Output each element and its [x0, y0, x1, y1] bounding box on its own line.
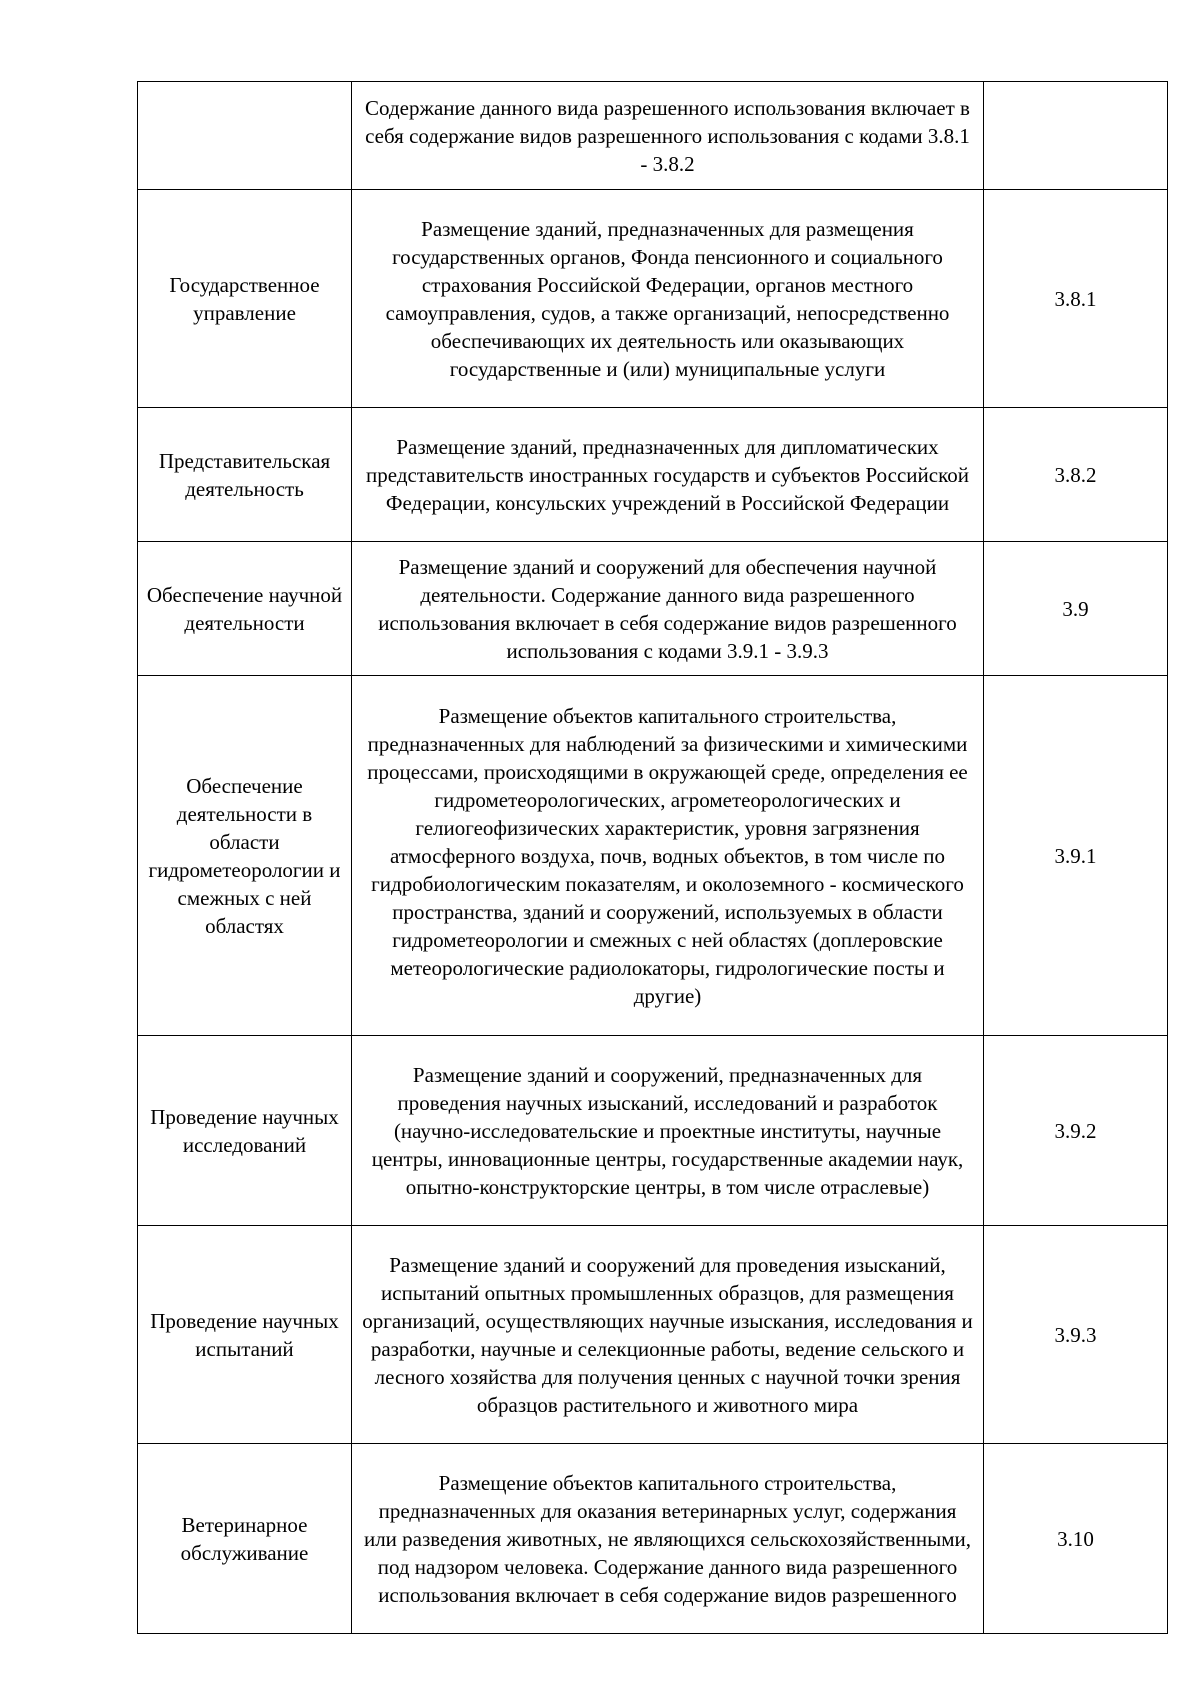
table-row	[138, 1036, 1168, 1226]
use-description-cell	[352, 408, 984, 542]
table-row	[138, 1226, 1168, 1444]
use-name: Проведение научных исследований	[150, 1104, 339, 1157]
use-description-cell	[352, 542, 984, 676]
use-description-cell	[352, 676, 984, 1036]
use-description: Размещение зданий и сооружений, предназначенных для проведения научных изысканий, исследований и разработок (научно-исследовательские и проектные институты, научные центры, инновационные центры, государственные академии наук, опытно-конструкторские центры, в том числе отраслевые)	[371, 1062, 964, 1199]
use-code-cell	[984, 1226, 1168, 1444]
table-row	[138, 542, 1168, 676]
use-code: 3.10	[1057, 1526, 1094, 1551]
use-code: 3.8.2	[1054, 462, 1097, 487]
use-name: Ветеринарное обслуживание	[180, 1512, 309, 1565]
use-description: Размещение зданий, предназначенных для дипломатических представительств иностранных государств и субъектов Российской Федерации, консульских учреждений в Российской Федерации	[366, 434, 969, 515]
use-name: Проведение научных испытаний	[150, 1308, 339, 1361]
use-description: Размещение объектов капитального строительства, предназначенных для наблюдений за физическими и химическими процессами, происходящими в окружающей среде, определения ее гидрометеорологических, агрометеорологических и гелиогеофизических характеристик, уровня загрязнения атмосферного воздуха, почв, водных объектов, в том числе по гидробиологическим показателям, и околоземного - космического пространства, зданий и сооружений, используемых в области гидрометеорологии и смежных с ней областях (доплеровские метеорологические радиолокаторы, гидрологические посты и другие)	[367, 703, 968, 1008]
use-name-cell	[138, 1226, 352, 1444]
use-code: 3.9.3	[1054, 1322, 1097, 1347]
use-description: Содержание данного вида разрешенного использования включает в себя содержание видов разрешенного использования с кодами 3.8.1 - 3.8.2	[365, 95, 970, 176]
use-description-cell	[352, 1226, 984, 1444]
use-name: Представительская деятельность	[158, 448, 331, 501]
use-code: 3.8.1	[1054, 286, 1097, 311]
use-code-cell	[984, 82, 1168, 190]
use-description: Размещение зданий и сооружений для проведения изысканий, испытаний опытных промышленных образцов, для размещения организаций, осуществляющих научные изыскания, исследования и разработки, научные и селекционные работы, ведение сельского и лесного хозяйства для получения ценных с научной точки зрения образцов растительного и животного мира	[362, 1252, 973, 1417]
use-name-cell	[138, 1036, 352, 1226]
use-code-cell	[984, 1444, 1168, 1634]
use-name-cell	[138, 190, 352, 408]
use-description: Размещение объектов капитального строительства, предназначенных для оказания ветеринарных услуг, содержания или разведения животных, не являющихся сельскохозяйственными, под надзором человека. Содержание данного вида разрешенного использования включает в себя содержание видов разрешенного	[363, 1470, 972, 1607]
use-name-cell	[138, 1444, 352, 1634]
use-description-cell	[352, 1444, 984, 1634]
table-row	[138, 82, 1168, 190]
table-row	[138, 676, 1168, 1036]
land-use-table	[137, 81, 1168, 1634]
use-name-cell	[138, 542, 352, 676]
use-code-cell	[984, 1036, 1168, 1226]
use-name: Обеспечение научной деятельности	[146, 582, 343, 635]
use-description-cell	[352, 1036, 984, 1226]
use-code-cell	[984, 408, 1168, 542]
use-description-cell	[352, 82, 984, 190]
table-row	[138, 190, 1168, 408]
use-name-cell	[138, 82, 352, 190]
use-code-cell	[984, 190, 1168, 408]
use-description: Размещение зданий, предназначенных для размещения государственных органов, Фонда пенсионного и социального страхования Российской Федерации, органов местного самоуправления, судов, а также организаций, непосредственно обеспечивающих их деятельность или оказывающих государственные и (или) муниципальные услуги	[385, 216, 950, 381]
use-description: Размещение зданий и сооружений для обеспечения научной деятельности. Содержание данного вида разрешенного использования включает в себя содержание видов разрешенного использования с кодами 3.9.1 - 3.9.3	[378, 554, 957, 663]
use-name-cell	[138, 676, 352, 1036]
use-name: Обеспечение деятельности в области гидрометеорологии и смежных с ней областях	[148, 773, 341, 938]
use-code: 3.9	[1062, 596, 1089, 621]
use-code-cell	[984, 676, 1168, 1036]
table-row	[138, 1444, 1168, 1634]
use-code-cell	[984, 542, 1168, 676]
use-description-cell	[352, 190, 984, 408]
table-row	[138, 408, 1168, 542]
use-name: Государственное управление	[169, 272, 320, 325]
use-code: 3.9.2	[1054, 1118, 1097, 1143]
use-code: 3.9.1	[1054, 843, 1097, 868]
use-name-cell	[138, 408, 352, 542]
